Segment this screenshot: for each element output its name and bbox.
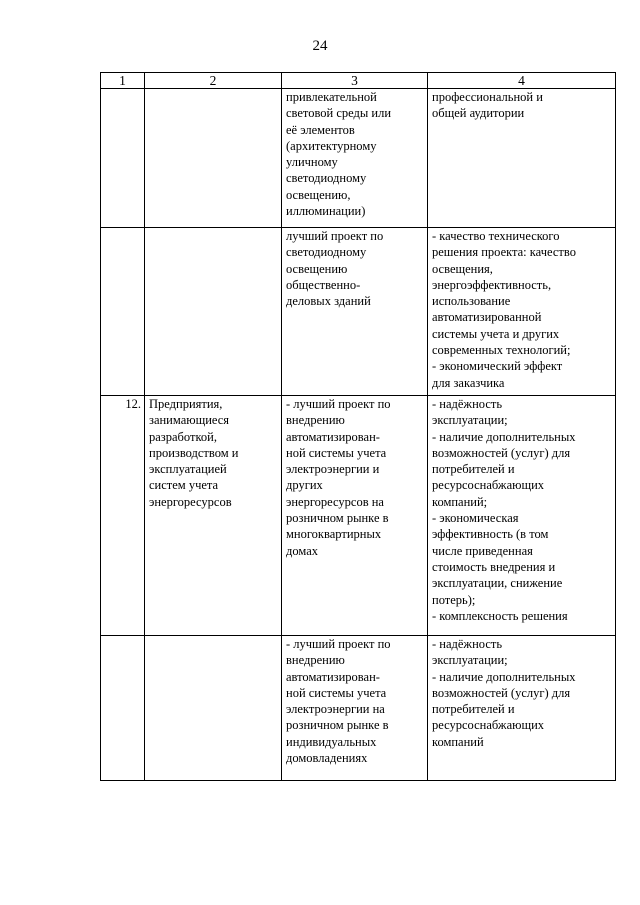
criteria-line: ресурсоснабжающих [432,718,545,733]
nomination-line: - лучший проект по [286,637,391,651]
nomination-line: привлекательной [286,90,377,104]
nomination-line: светодиодному [286,171,367,186]
row-number-cell [101,228,145,396]
nomination-line: других [286,478,323,493]
nomination-line: освещению, [286,187,351,202]
nomination-cell [282,396,428,636]
nomination-line: (архитектурному [286,138,377,153]
nomination-line: освещению [286,261,348,276]
nomination-line: внедрению [286,653,345,668]
nomination-line: светодиодному [286,245,367,260]
organization-line: занимающиеся [149,413,230,428]
criteria-line: для заказчика [432,375,505,390]
row-number-cell [101,89,145,228]
nomination-line: розничном рынке в [286,511,389,526]
organization-line: разработкой, [149,429,217,444]
nominations-table [100,72,616,781]
criteria-line: современных технологий; [432,343,571,358]
criteria-line: энергоэффективность, [432,277,552,292]
criteria-line: компаний; [432,494,488,509]
organization-cell [145,396,282,636]
nomination-line: её элементов [286,122,355,137]
criteria-line: эксплуатации; [432,653,508,668]
organization-line: Предприятия, [149,397,223,411]
column-header: 2 [145,73,282,89]
nomination-line: электроэнергии и [286,462,380,477]
organization-line: систем учета [149,478,219,493]
criteria-line: потерь); [432,592,476,607]
criteria-cell [428,228,616,396]
nomination-line: ной системы учета [286,685,387,700]
criteria-line: - экономический эффект [432,359,563,374]
criteria-line: - комплексность решения [432,608,568,623]
organization-line: производством и [149,445,239,460]
criteria-line: эффективность (в том [432,527,549,542]
nomination-cell [282,636,428,781]
nomination-line: - лучший проект по [286,397,391,411]
nomination-cell [282,89,428,228]
criteria-line: потребителей и [432,702,515,717]
criteria-line: общей аудитории [432,106,525,121]
criteria-line: - наличие дополнительных [432,669,576,684]
criteria-line: - наличие дополнительных [432,429,576,444]
criteria-line: компаний [432,734,484,749]
nomination-line: энергоресурсов на [286,494,384,509]
criteria-line: системы учета и других [432,326,560,341]
nomination-line: автоматизирован- [286,669,380,684]
criteria-line: автоматизированной [432,310,542,325]
table-row [101,636,616,781]
nomination-line: лучший проект по [286,229,384,243]
organization-cell [145,228,282,396]
table-row [101,89,616,228]
criteria-cell [428,396,616,636]
nomination-line: электроэнергии на [286,702,385,717]
criteria-line: освещения, [432,261,493,276]
nomination-line: многоквартирных [286,527,382,542]
organization-line: эксплуатацией [149,462,227,477]
criteria-line: использование [432,294,511,309]
criteria-line: возможностей (услуг) для [432,685,571,700]
nomination-line: деловых зданий [286,294,371,309]
criteria-line: потребителей и [432,462,515,477]
criteria-line: профессиональной и [432,90,543,104]
row-number-cell [101,636,145,781]
nomination-line: розничном рынке в [286,718,389,733]
nomination-line: уличному [286,155,338,170]
nomination-cell [282,228,428,396]
criteria-line: стоимость внедрения и [432,559,556,574]
criteria-line: решения проекта: качество [432,245,576,260]
nomination-line: световой среды или [286,106,392,121]
row-number-cell: 12. [101,396,145,636]
column-header: 1 [101,73,145,89]
nomination-line: индивидуальных [286,734,377,749]
table-header-row [101,73,616,89]
organization-line: энергоресурсов [149,494,232,509]
page-number: 24 [312,38,328,54]
nomination-line: ной системы учета [286,445,387,460]
criteria-line: - надёжность [432,637,503,651]
nomination-line: общественно- [286,277,361,292]
criteria-line: ресурсоснабжающих [432,478,545,493]
criteria-cell [428,636,616,781]
organization-cell [145,89,282,228]
table-row [101,396,616,636]
organization-cell [145,636,282,781]
criteria-line: числе приведенная [432,543,533,558]
criteria-line: эксплуатации; [432,413,508,428]
nomination-line: домовладениях [286,751,368,766]
table-row [101,228,616,396]
nomination-line: домах [286,543,318,558]
column-header: 3 [282,73,428,89]
criteria-line: эксплуатации, снижение [432,576,563,591]
column-header: 4 [428,73,616,89]
nomination-line: внедрению [286,413,345,428]
criteria-line: - надёжность [432,397,503,411]
criteria-line: - экономическая [432,511,519,526]
criteria-cell [428,89,616,228]
nomination-line: иллюминации) [286,204,366,219]
nomination-line: автоматизирован- [286,429,380,444]
criteria-line: возможностей (услуг) для [432,445,571,460]
criteria-line: - качество технического [432,229,560,243]
